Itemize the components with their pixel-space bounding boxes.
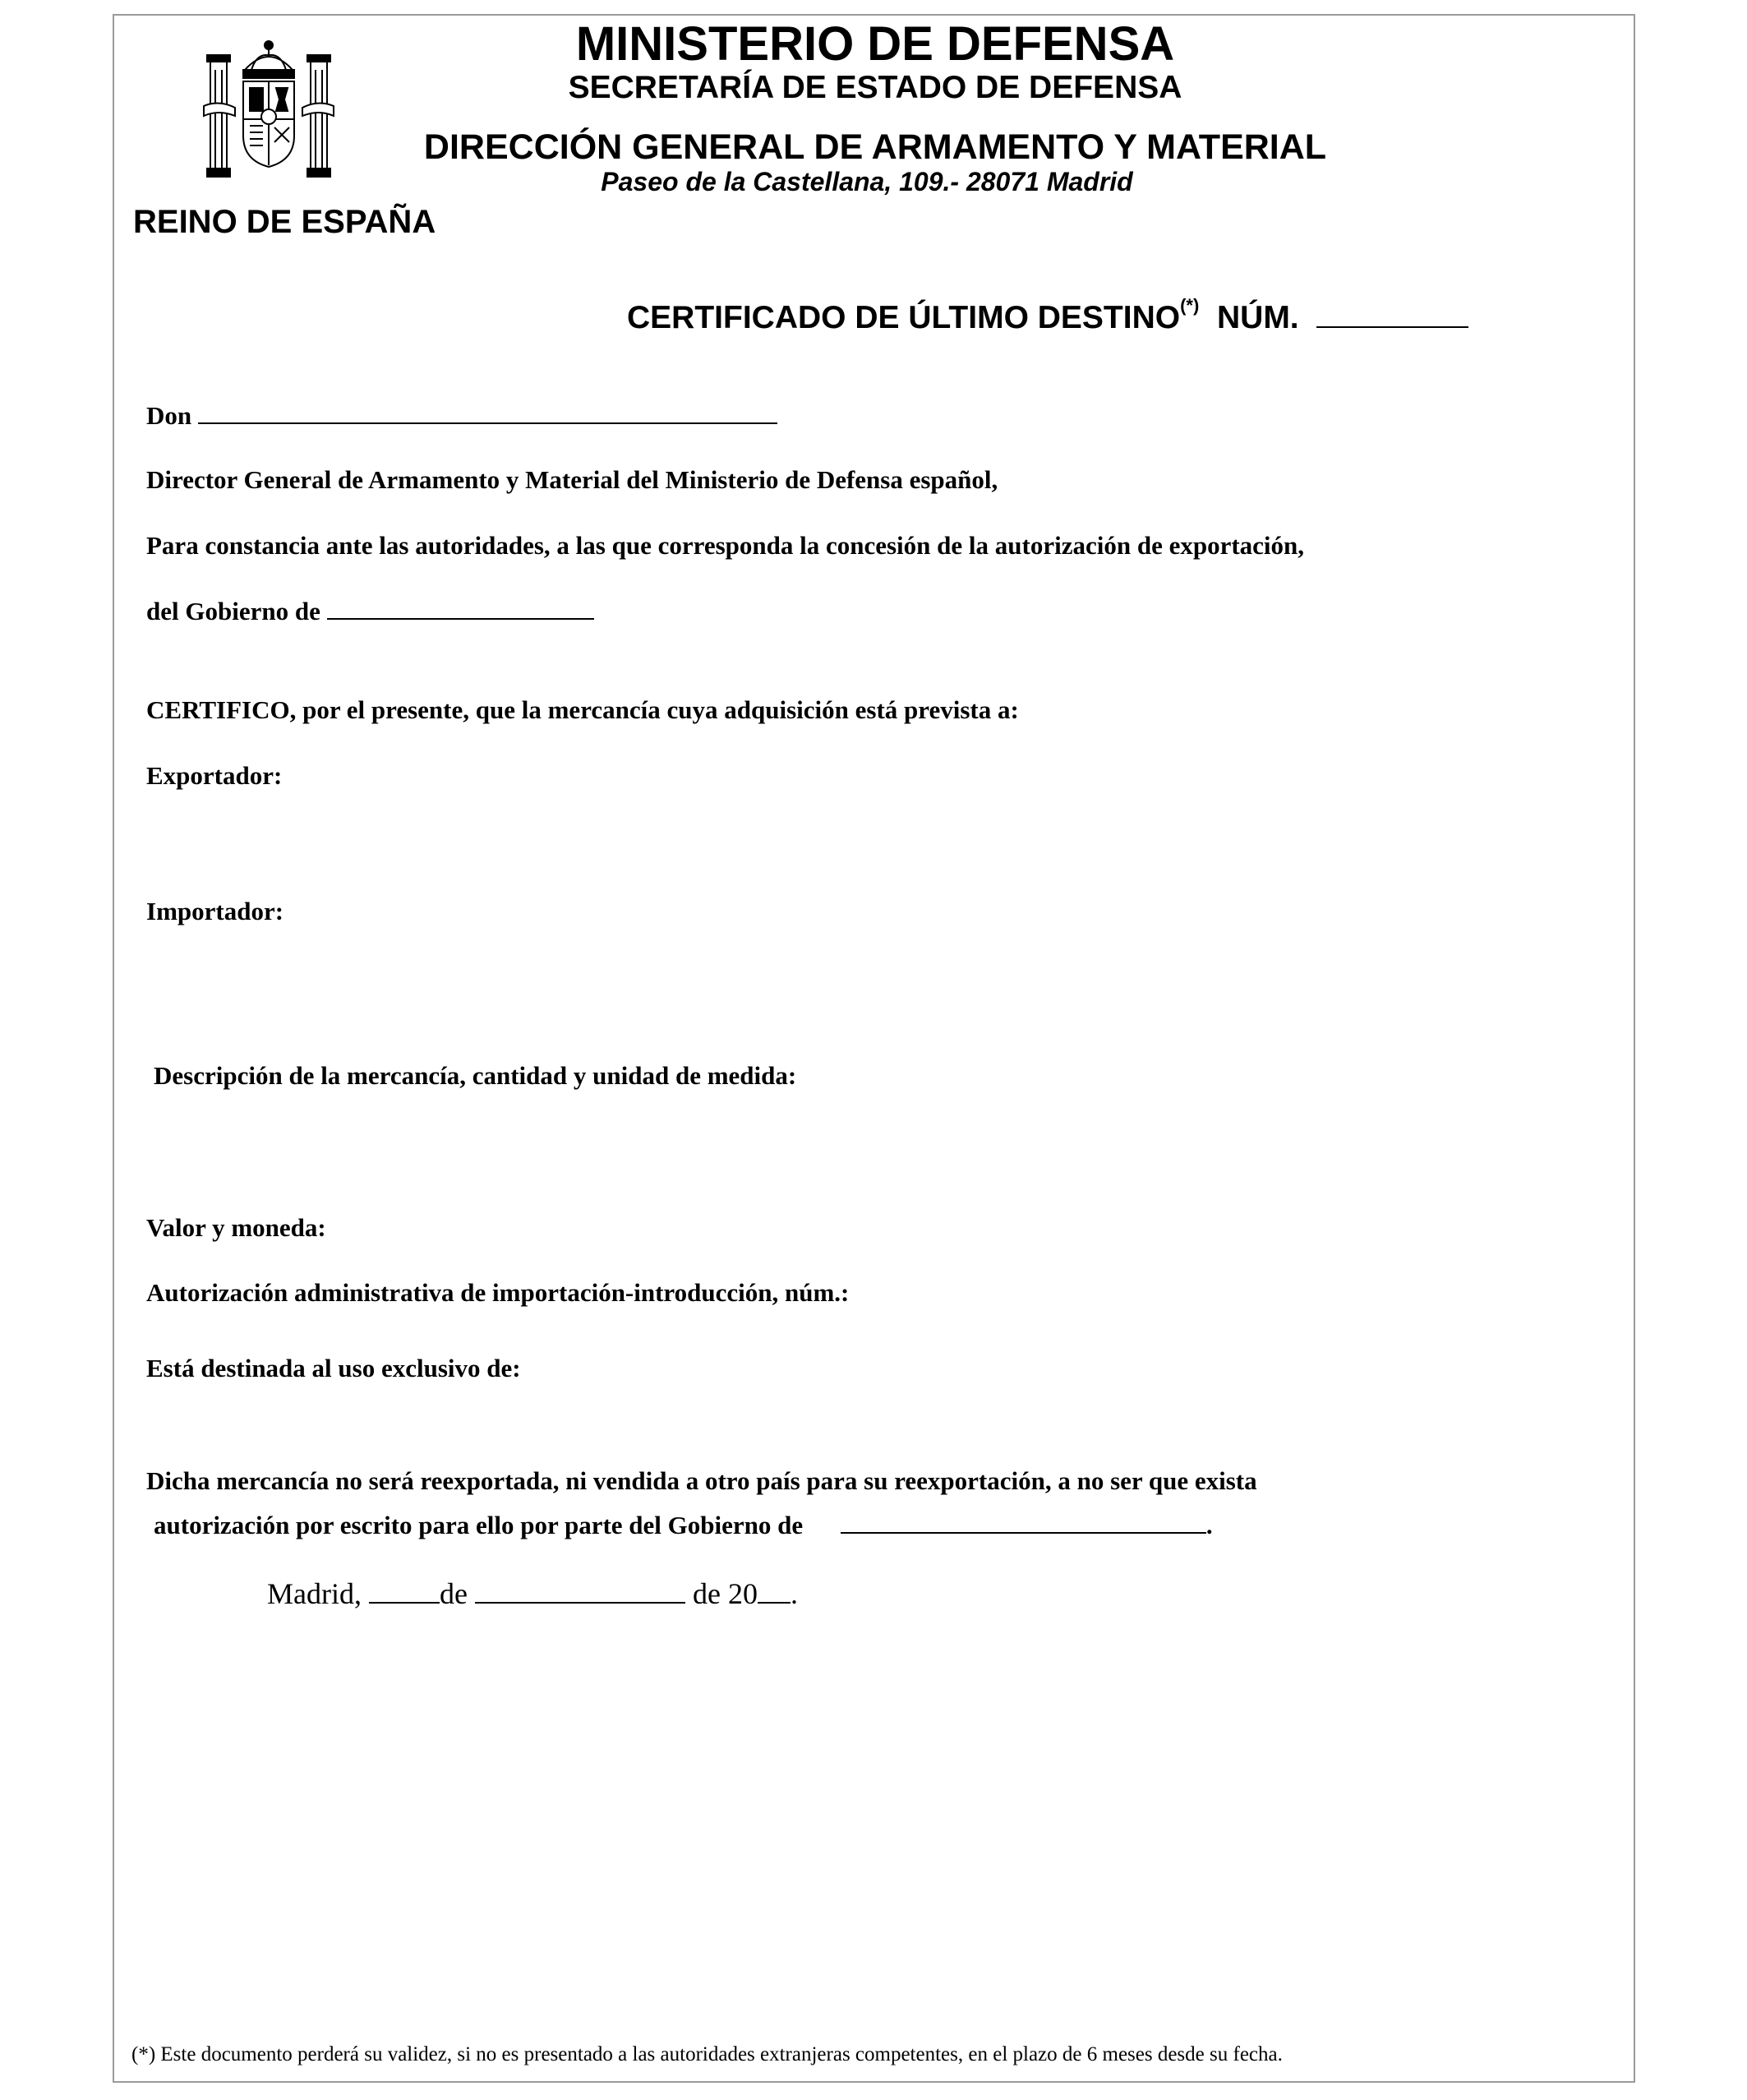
- directorate-title: DIRECCIÓN GENERAL DE ARMAMENTO Y MATERIAL: [423, 127, 1327, 167]
- reexport-line-2: [154, 1511, 1213, 1540]
- asterisk-mark: (*): [1180, 295, 1200, 316]
- reexport-gobierno-field[interactable]: [841, 1532, 1206, 1534]
- certificate-number-label: NÚM.: [1216, 300, 1299, 335]
- reexport-line-1: Dicha mercancía no será reexportada, ni vendida a otro país para su reexportación, a no ser que exista: [146, 1466, 1257, 1495]
- don-label: Don: [146, 401, 192, 430]
- kingdom-label: REINO DE ESPAÑA: [133, 204, 436, 240]
- certificate-number-field[interactable]: [1316, 326, 1468, 328]
- don-line: [146, 401, 777, 431]
- director-line: Director General de Armamento y Material del Ministerio de Defensa español,: [146, 465, 998, 494]
- signature-month-field[interactable]: [475, 1602, 685, 1604]
- footer-note: (*) Este documento perderá su validez, si no es presentado a las autoridades extranjeras competentes, en el plazo de 6 meses desde su fecha.: [131, 2043, 1283, 2065]
- signature-de-1: de: [439, 1577, 468, 1610]
- exportador-label: Exportador:: [146, 761, 283, 790]
- importador-label: Importador:: [146, 897, 284, 925]
- reexport-line-2-text: autorización por escrito para ello por parte del Gobierno de: [154, 1511, 804, 1539]
- gobierno-field[interactable]: [327, 618, 594, 620]
- coat-of-arms-icon: [202, 37, 335, 183]
- signature-city: Madrid,: [267, 1577, 362, 1610]
- address: Paseo de la Castellana, 109.- 28071 Madrid: [601, 167, 1133, 196]
- signature-de-2: de 20: [692, 1577, 758, 1610]
- gobierno-line: [146, 597, 594, 626]
- signature-year-field[interactable]: [758, 1602, 791, 1604]
- don-name-field[interactable]: [198, 422, 777, 424]
- signature-period: .: [790, 1577, 798, 1610]
- signature-day-field[interactable]: [369, 1602, 440, 1604]
- autorizacion-label: Autorización administrativa de importación-introducción, núm.:: [146, 1278, 850, 1307]
- constancia-line: Para constancia ante las autoridades, a las que corresponda la concesión de la autorización de exportación,: [146, 531, 1305, 560]
- secretariat-title: SECRETARÍA DE ESTADO DE DEFENSA: [568, 70, 1182, 105]
- descripcion-label: Descripción de la mercancía, cantidad y unidad de medida:: [154, 1061, 797, 1090]
- signature-line: [267, 1576, 798, 1611]
- certifico-line: CERTIFICO, por el presente, que la mercancía cuya adquisición está prevista a:: [146, 695, 1019, 724]
- ministry-title: MINISTERIO DE DEFENSA: [575, 17, 1175, 71]
- valor-label: Valor y moneda:: [146, 1213, 326, 1242]
- certificate-title: [627, 295, 1468, 336]
- gobierno-label: del Gobierno de: [146, 597, 320, 625]
- certificate-title-text: CERTIFICADO DE ÚLTIMO DESTINO: [627, 300, 1181, 335]
- destinada-label: Está destinada al uso exclusivo de:: [146, 1354, 521, 1382]
- reexport-period: .: [1205, 1511, 1213, 1539]
